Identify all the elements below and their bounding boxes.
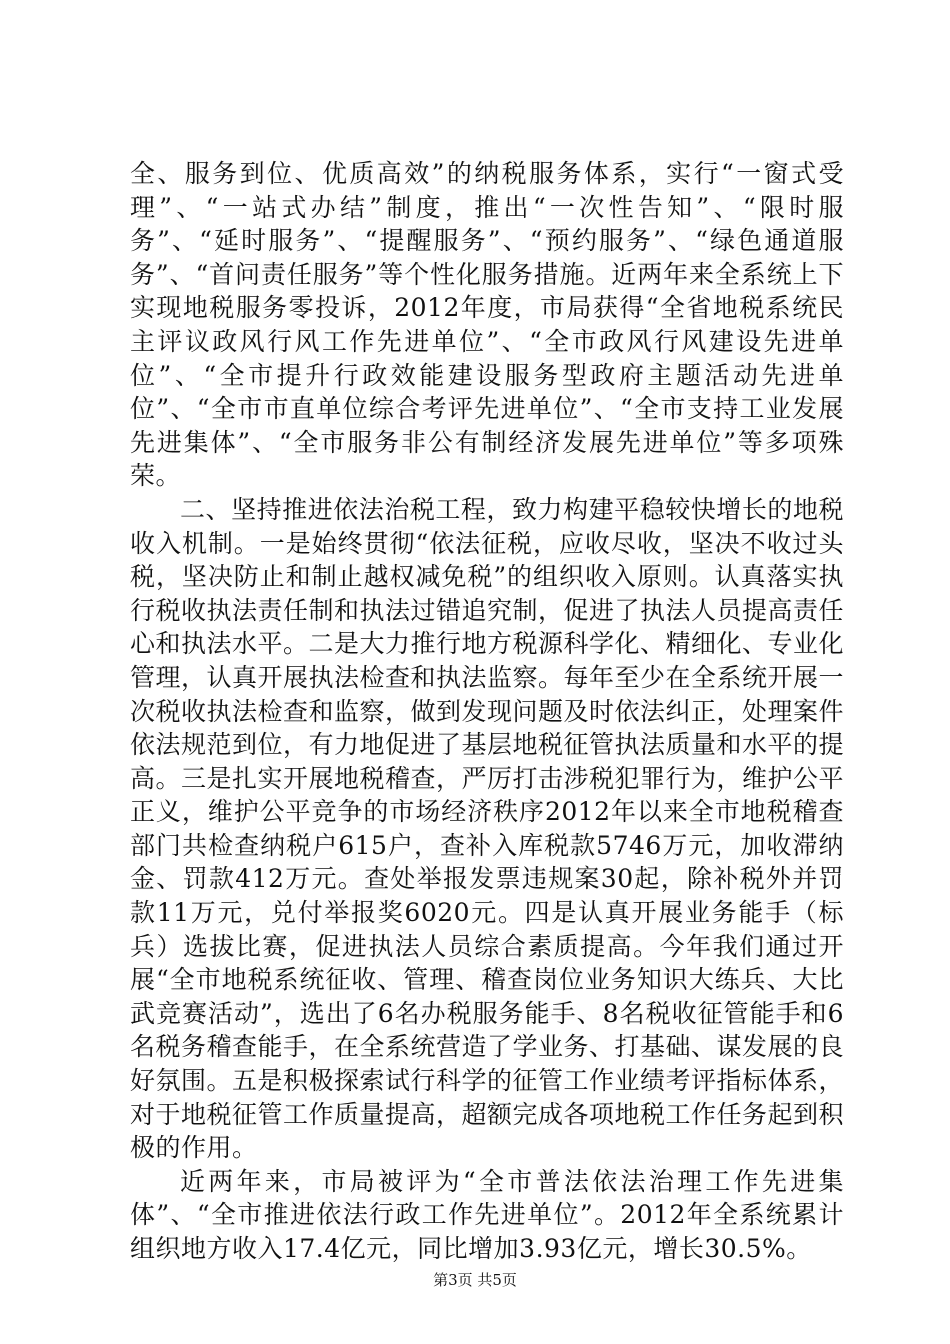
paragraph-3: 近两年来，市局被评为“全市普法依法治理工作先进集体”、“全市推进依法行政工作先进单位”。2012年全系统累计组织地方收入17.4亿元，同比增加3.93亿元，增长30.5%。	[130, 1166, 844, 1263]
page-footer	[0, 1270, 950, 1290]
document-body	[130, 157, 844, 1266]
paragraph-1: 全、服务到位、优质高效”的纳税服务体系，实行“一窗式受理”、“一站式办结”制度，推出“一次性告知”、“限时服务”、“延时服务”、“提醒服务”、“预约服务”、“绿色通道服务”、“首问责任服务”等个性化服务措施。近两年来全系统上下实现地税服务零投诉，2012年度，市局获得“全省地税系统民主评议政风行风工作先进单位”、“全市政风行风建设先进单位”、“全市提升行政效能建设服务型政府主题活动先进单位”、“全市市直单位综合考评先进单位”、“全市支持工业发展先进集体”、“全市服务非公有制经济发展先进单位”等多项殊荣。	[130, 159, 844, 491]
page-number-label: 第3页 共5页	[433, 1271, 517, 1289]
paragraph-2: 二、坚持推进依法治税工程，致力构建平稳较快增长的地税收入机制。一是始终贯彻“依法征税，应收尽收，坚决不收过头税，坚决防止和制止越权减免税”的组织收入原则。认真落实执行税收执法责任制和执法过错追究制，促进了执法人员提高责任心和执法水平。二是大力推行地方税源科学化、精细化、专业化管理，认真开展执法检查和执法监察。每年至少在全系统开展一次税收执法检查和监察，做到发现问题及时依法纠正，处理案件依法规范到位，有力地促进了基层地税征管执法质量和水平的提高。三是扎实开展地税稽查，严厉打击涉税犯罪行为，维护公平正义，维护公平竞争的市场经济秩序2012年以来全市地税稽查部门共检查纳税户615户，查补入库税款5746万元，加收滞纳金、罚款412万元。查处举报发票违规案30起，除补税外并罚款11万元，兑付举报奖6020元。四是认真开展业务能手（标兵）选拔比赛，促进执法人员综合素质提高。今年我们通过开展“全市地税系统征收、管理、稽查岗位业务知识大练兵、大比武竞赛活动”，选出了6名办税服务能手、8名税收征管能手和6名税务稽查能手，在全系统营造了学业务、打基础、谋发展的良好氛围。五是积极探索试行科学的征管工作业绩考评指标体系，对于地税征管工作质量提高，超额完成各项地税工作任务起到积极的作用。	[130, 494, 845, 1163]
